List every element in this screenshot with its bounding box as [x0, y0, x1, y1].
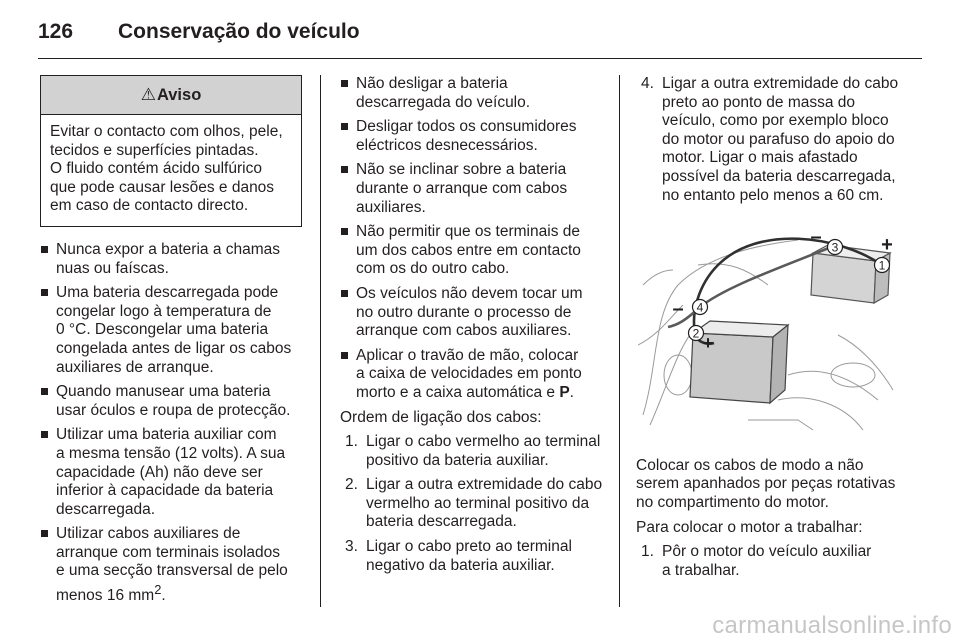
text-line: Não permitir que os terminais de [356, 223, 580, 241]
warning-triangle-icon: ⚠ [140, 84, 156, 104]
jump-start-illustration [638, 225, 900, 435]
warning-line: que pode causar lesões e danos [50, 178, 275, 196]
sequence-label: Ordem de ligação dos cabos: [340, 408, 542, 426]
warning-title: Aviso [156, 85, 202, 104]
callout-4: 4 [696, 300, 704, 315]
warning-line: O fluido contém ácido sulfúrico [50, 160, 262, 178]
text-line: congelada antes de ligar os cabos [56, 339, 292, 357]
text-line: descarregada do veículo. [356, 93, 531, 111]
text-line [356, 384, 605, 403]
gear-position-p: P [559, 383, 570, 401]
text-line: arranque com terminais isolados [56, 543, 280, 561]
list-item [40, 426, 302, 519]
text-line: usar óculos e roupa de protecção. [56, 401, 291, 419]
list-item [40, 284, 302, 377]
page-number: 126 [38, 20, 74, 43]
text-line: Uma bateria descarregada pode [56, 284, 279, 302]
text-line: nuas ou faíscas. [56, 259, 169, 277]
list-item [636, 75, 904, 205]
text-fragment: . [161, 587, 166, 605]
list-item [40, 525, 302, 606]
text-line: inferior à capacidade da bateria [56, 482, 274, 500]
text-line: Utilizar uma bateria auxiliar com [56, 426, 277, 444]
text-line: Nunca expor a bateria a chamas [56, 240, 281, 258]
text-line: motor. Ligar o mais afastado [662, 149, 858, 167]
list-item [40, 241, 302, 278]
text-line: Ligar a outra extremidade do cabo [366, 476, 603, 494]
list-item [340, 118, 605, 155]
text-line: a mesma tensão (12 volts). A sua [56, 444, 286, 462]
start-list [636, 543, 904, 580]
list-item [636, 543, 904, 580]
text-line: Quando manusear uma bateria [56, 383, 271, 401]
header-rule [38, 58, 922, 59]
superscript: 2 [154, 582, 162, 598]
auxiliary-battery [811, 245, 890, 303]
warning-line: Evitar o contacto com olhos, pele, [50, 123, 283, 140]
text-line: congelar logo à temperatura de [56, 302, 272, 320]
text-line: e uma secção transversal de pelo [56, 562, 288, 580]
minus-sign: – [672, 298, 684, 321]
text-line: auxiliares. [356, 198, 426, 216]
text-line: preto ao ponto de massa do [662, 93, 856, 111]
text-line: a trabalhar. [662, 561, 740, 579]
warning-box [40, 75, 302, 227]
text-line: Pôr o motor do veículo auxiliar [662, 543, 872, 561]
text-fragment: menos 16 mm [56, 587, 155, 605]
warning-line: em caso de contacto directo. [50, 197, 249, 215]
text-line: Ligar o cabo vermelho ao terminal [366, 433, 601, 451]
callout-3: 3 [831, 240, 839, 255]
text-line: 0 °C. Descongelar uma bateria [56, 321, 269, 339]
list-item [340, 433, 605, 470]
list-item [40, 383, 302, 420]
column-2 [340, 75, 605, 581]
warning-header [41, 76, 301, 115]
text-line: capacidade (Ah) não deve ser [56, 463, 263, 481]
page-header [38, 14, 922, 64]
sequence-list [340, 433, 605, 575]
plus-sign: + [702, 333, 714, 354]
text-line: descarregada. [56, 500, 156, 518]
text-line: um dos cabos entre em contacto [356, 241, 581, 259]
text-line: veículo, como por exemplo bloco [662, 112, 889, 130]
text-line: Utilizar cabos auxiliares de [56, 525, 241, 543]
text-fragment: . [569, 383, 574, 401]
column-divider [320, 75, 321, 607]
text-line: Não desligar a bateria [356, 75, 508, 92]
text-line: Ligar a outra extremidade do cabo [662, 75, 899, 92]
warning-line: tecidos e superfícies pintadas. [50, 141, 259, 159]
text-line: durante o arranque com cabos [356, 179, 568, 197]
list-item [340, 285, 605, 341]
text-line [56, 581, 302, 606]
procedure-bullet-list [340, 75, 605, 403]
minus-sign: – [810, 226, 822, 249]
step-number: 4. [641, 75, 654, 92]
text-line: arranque com cabos auxiliares. [356, 322, 572, 340]
text-line: negativo da bateria auxiliar. [366, 556, 555, 574]
text-line: do motor ou parafuso do apoio do [662, 130, 895, 148]
cable-placement-paragraph [636, 457, 904, 513]
column-1 [40, 75, 302, 612]
step-number: 2. [345, 476, 358, 494]
text-line: Aplicar o travão de mão, colocar [356, 346, 579, 364]
step-number: 1. [345, 433, 358, 451]
start-label: Para colocar o motor a trabalhar: [636, 518, 863, 536]
text-line: Colocar os cabos de modo a não [636, 456, 864, 474]
text-line: eléctricos desnecessários. [356, 136, 538, 154]
plus-sign: + [881, 234, 893, 257]
step-number: 1. [641, 543, 654, 561]
safety-bullet-list [40, 241, 302, 606]
text-line: a caixa de velocidades em ponto [356, 365, 582, 383]
text-line: no outro durante o processo de [356, 303, 572, 321]
list-item [340, 476, 605, 532]
callout-1: 1 [878, 258, 886, 273]
list-item [340, 223, 605, 279]
list-item [340, 75, 605, 112]
text-line: Desligar todos os consumidores [356, 118, 577, 136]
text-line: com os do outro cabo. [356, 260, 510, 278]
step-number: 3. [345, 538, 358, 556]
sequence-list-continued [636, 75, 904, 205]
list-item [340, 347, 605, 403]
text-line: Ligar o cabo preto ao terminal [366, 538, 572, 556]
callout-2: 2 [692, 326, 700, 341]
column-3 [636, 75, 904, 586]
text-line: Não se inclinar sobre a bateria [356, 161, 567, 179]
list-item [340, 538, 605, 575]
column-divider [619, 75, 620, 607]
list-item [340, 161, 605, 217]
text-line: Os veículos não devem tocar um [356, 284, 583, 302]
text-line: vermelho ao terminal positivo da [366, 494, 590, 512]
warning-text [41, 115, 301, 226]
text-line: bateria descarregada. [366, 513, 517, 531]
text-line: possível da bateria descarregada, [662, 167, 896, 185]
text-fragment: morto e a caixa automática e [356, 383, 560, 401]
text-line: no compartimento do motor. [636, 493, 829, 511]
text-line: no entanto pelo menos a 60 cm. [662, 186, 884, 204]
text-line: auxiliares de arranque. [56, 358, 214, 376]
page-title: Conservação do veículo [118, 20, 360, 43]
text-line: positivo da bateria auxiliar. [366, 451, 549, 469]
watermark: carmanualsonline.info [712, 612, 952, 639]
text-line: serem apanhados por peças rotativas [636, 475, 896, 493]
